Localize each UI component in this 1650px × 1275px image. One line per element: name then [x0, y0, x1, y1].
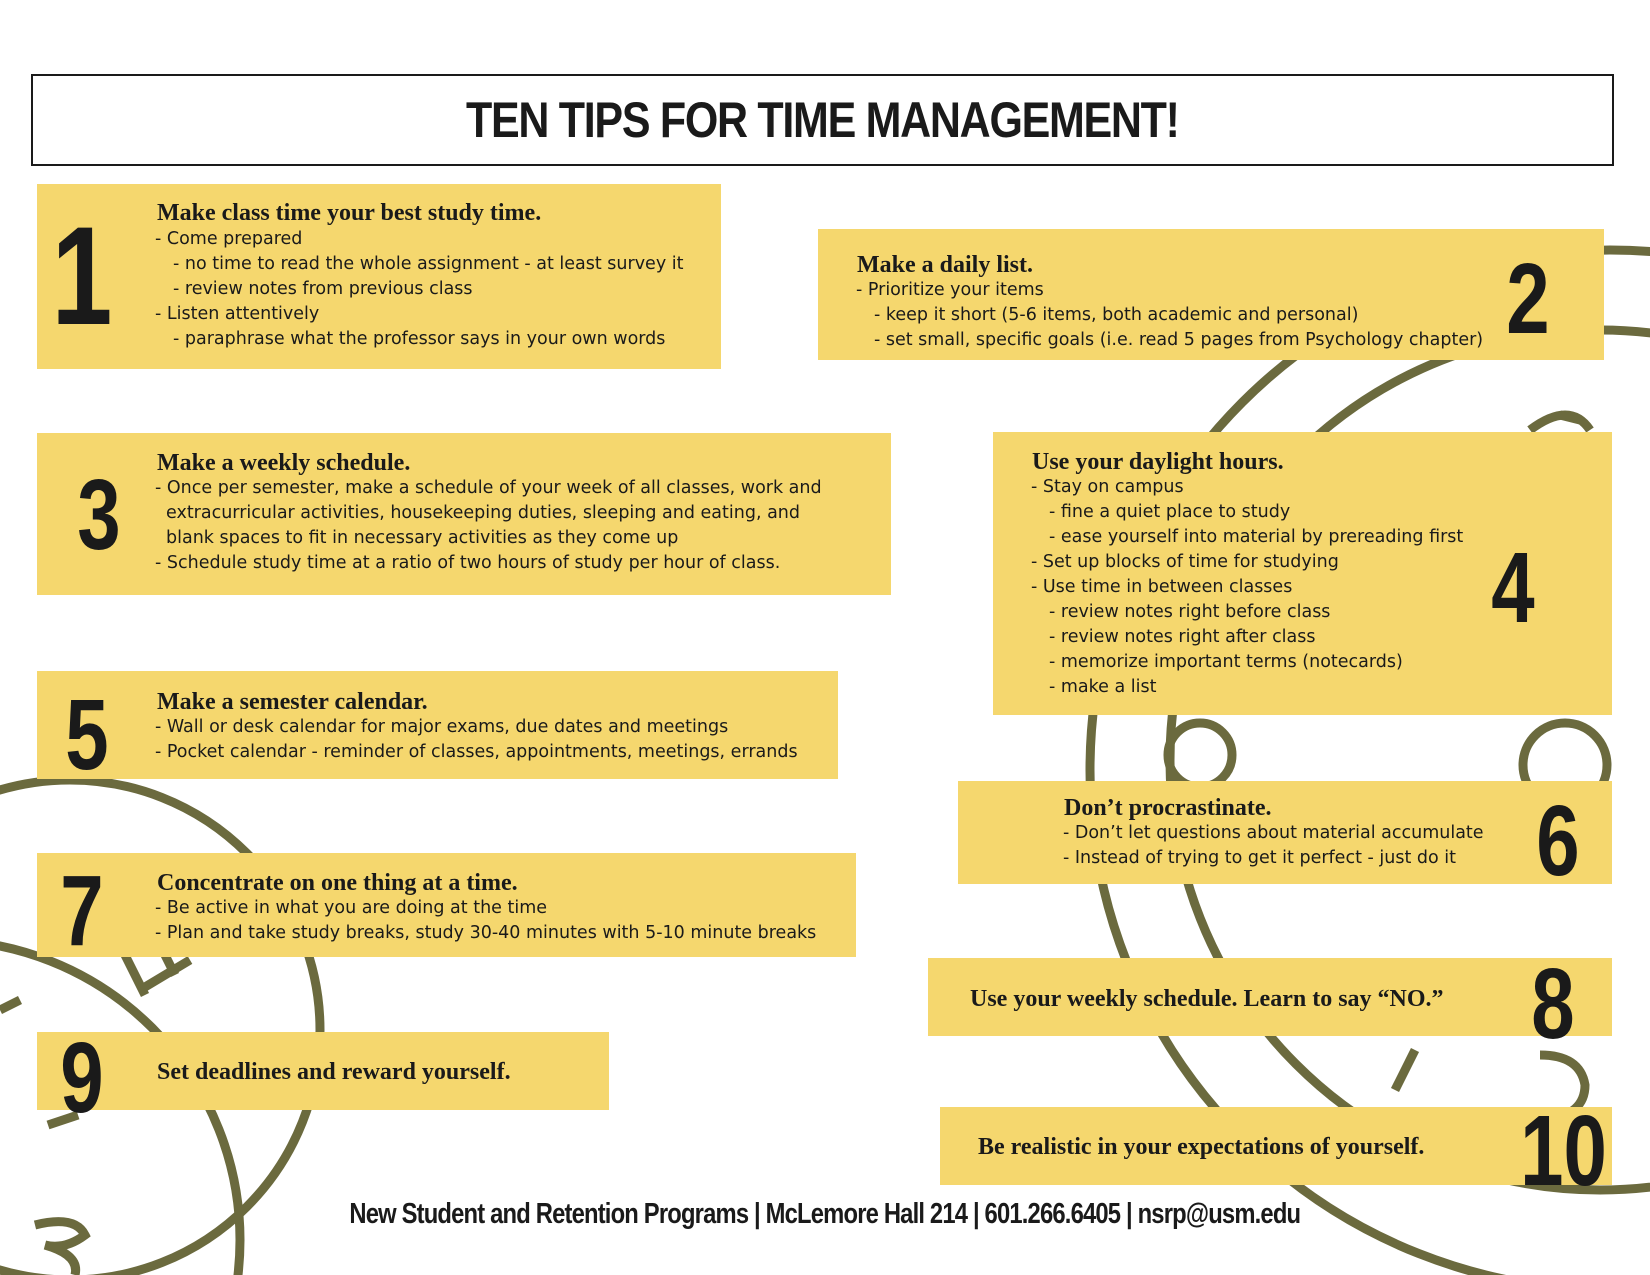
tip-line: - review notes right after class	[1049, 627, 1316, 647]
tip-line: - Pocket calendar - reminder of classes, appointments, meetings, errands	[155, 742, 798, 762]
tip-lines	[1031, 475, 1463, 700]
tip-number: 9	[60, 1022, 104, 1134]
tip-3	[37, 433, 891, 595]
tip-lines	[155, 476, 822, 576]
tip-line: - Prioritize your items	[856, 280, 1044, 300]
tip-heading: Be realistic in your expectations of yourself.	[978, 1134, 1425, 1160]
tip-line: - Stay on campus	[1031, 477, 1184, 497]
tip-lines	[155, 715, 798, 765]
tip-1	[37, 184, 721, 369]
tip-heading: Use your weekly schedule. Learn to say “NO.”	[970, 986, 1444, 1012]
tip-heading: Use your daylight hours.	[1032, 449, 1284, 475]
tip-6	[958, 781, 1612, 897]
tip-line: - fine a quiet place to study	[1049, 502, 1291, 522]
tip-heading: Don’t procrastinate.	[1064, 795, 1272, 821]
tip-line: - Plan and take study breaks, study 30-40 minutes with 5-10 minute breaks	[155, 923, 817, 943]
tip-lines	[856, 278, 1483, 353]
tip-lines	[155, 896, 816, 946]
tip-line: extracurricular activities, housekeeping duties, sleeping and eating, and	[166, 503, 801, 523]
tip-lines	[1063, 821, 1484, 871]
tip-line: - no time to read the whole assignment - at least survey it	[173, 254, 684, 274]
tip-9	[37, 1022, 609, 1134]
tip-line: - set small, specific goals (i.e. read 5 pages from Psychology chapter)	[874, 330, 1484, 350]
tip-line: - Be active in what you are doing at the time	[155, 898, 548, 918]
tip-line: - ease yourself into material by prereading first	[1049, 527, 1464, 547]
tip-number: 1	[51, 197, 113, 354]
tip-heading: Concentrate on one thing at a time.	[157, 870, 518, 896]
tip-line: - Schedule study time at a ratio of two hours of study per hour of class.	[155, 553, 781, 573]
tip-line: - make a list	[1049, 677, 1157, 697]
tip-2	[818, 229, 1604, 360]
page-title: TEN TIPS FOR TIME MANAGEMENT!	[466, 92, 1179, 148]
tip-number: 10	[1520, 1095, 1607, 1207]
tip-8	[928, 948, 1612, 1060]
tip-heading: Make class time your best study time.	[157, 200, 542, 226]
tip-7	[37, 853, 856, 967]
tip-line: blank spaces to fit in necessary activities as they come up	[166, 528, 679, 548]
title-box	[31, 74, 1614, 166]
tip-line: - review notes right before class	[1049, 602, 1331, 622]
tip-heading: Make a weekly schedule.	[157, 450, 411, 476]
tip-line: - keep it short (5-6 items, both academic and personal)	[874, 305, 1359, 325]
tip-heading: Set deadlines and reward yourself.	[157, 1059, 511, 1085]
tip-number: 4	[1491, 532, 1535, 644]
tip-line: - Don’t let questions about material accumulate	[1063, 823, 1484, 843]
tip-lines	[155, 227, 683, 352]
tip-line: - paraphrase what the professor says in your own words	[173, 329, 666, 349]
footer	[0, 1198, 1650, 1231]
tip-line: - review notes from previous class	[173, 279, 473, 299]
tip-line: - Instead of trying to get it perfect - just do it	[1063, 848, 1456, 868]
tip-number: 7	[60, 855, 104, 967]
tip-line: - Wall or desk calendar for major exams, due dates and meetings	[155, 717, 729, 737]
tip-number: 3	[77, 459, 121, 571]
tip-10	[940, 1095, 1612, 1207]
tip-number: 8	[1531, 948, 1575, 1060]
tip-line: - memorize important terms (notecards)	[1049, 652, 1403, 672]
tip-line: - Once per semester, make a schedule of your week of all classes, work and	[155, 478, 822, 498]
tip-4	[993, 432, 1612, 715]
tip-heading: Make a semester calendar.	[157, 689, 428, 715]
footer-contact-text: New Student and Retention Programs | McLemore Hall 214 | 601.266.6405 | nsrp@usm.edu	[349, 1198, 1301, 1230]
tip-heading: Make a daily list.	[857, 252, 1034, 278]
tip-5	[37, 671, 838, 791]
tip-number: 5	[65, 679, 109, 791]
tip-line: - Use time in between classes	[1031, 577, 1293, 597]
tip-number: 6	[1536, 785, 1580, 897]
tip-number: 2	[1506, 243, 1550, 355]
tip-line: - Come prepared	[155, 229, 303, 249]
tip-line: - Set up blocks of time for studying	[1031, 552, 1339, 572]
tip-line: - Listen attentively	[155, 304, 320, 324]
